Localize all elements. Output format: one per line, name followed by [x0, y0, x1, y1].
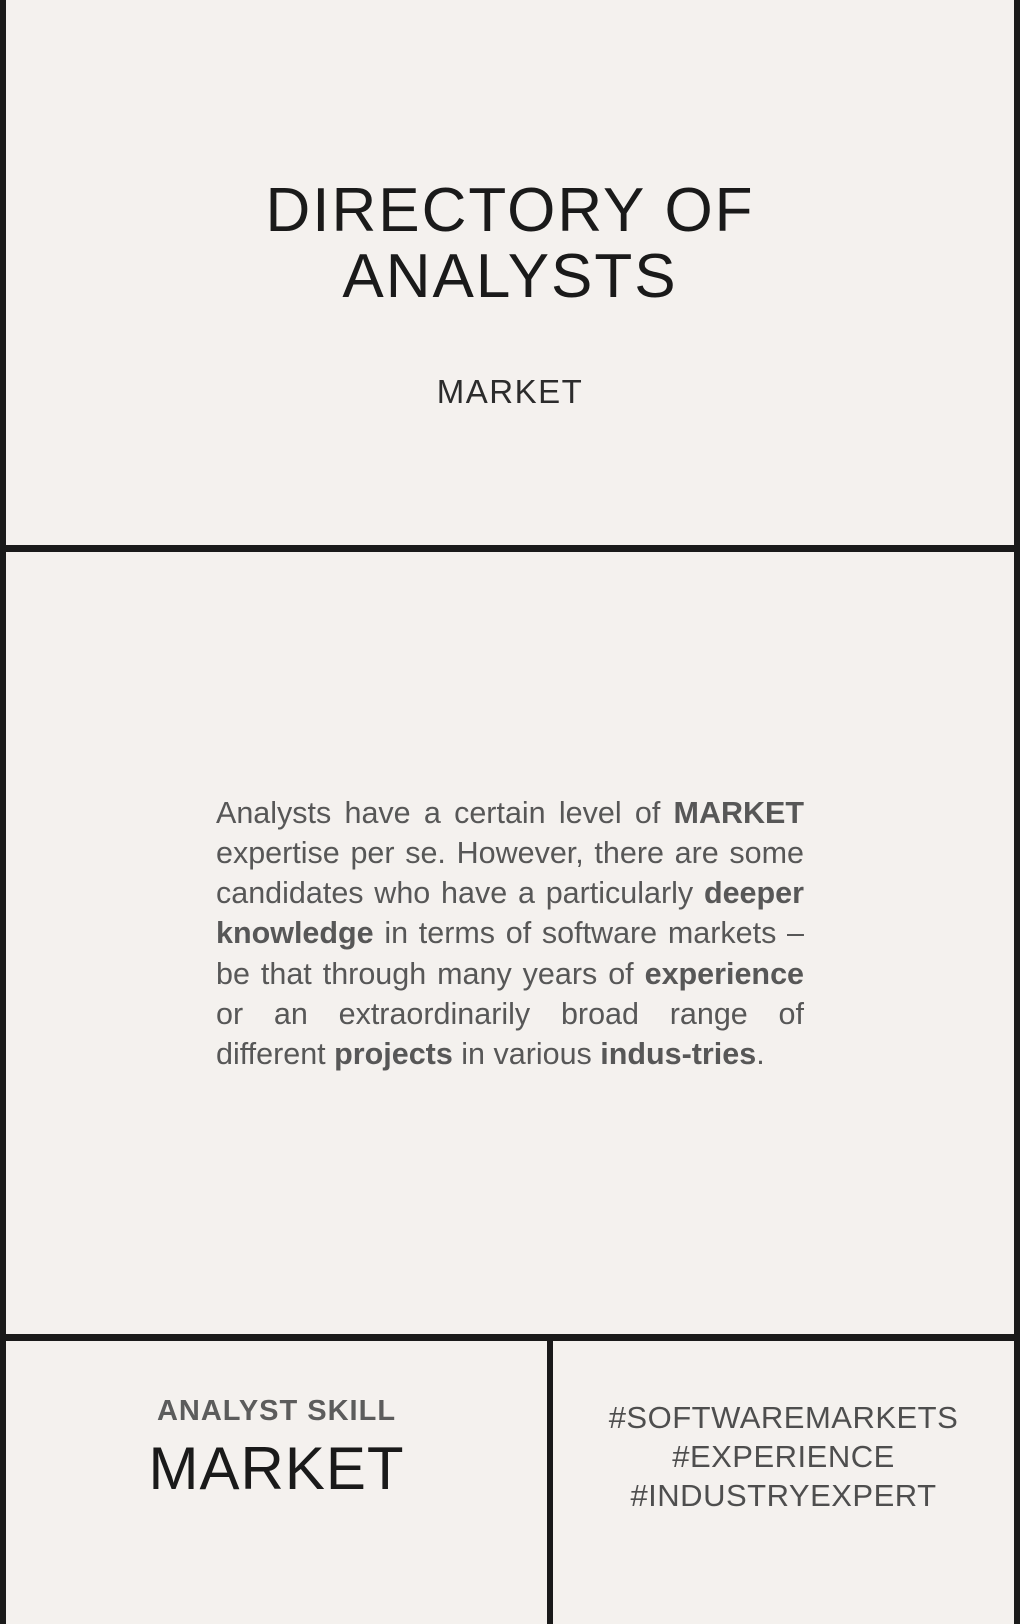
header-section [6, 0, 1014, 552]
skill-value: MARKET [148, 1435, 405, 1502]
body-text: expertise per se. However, there are some candidates who have a particularly [216, 835, 804, 910]
skill-label: ANALYST SKILL [156, 1395, 397, 1427]
body-paragraph [216, 793, 804, 1075]
footer-skill-block [6, 1341, 553, 1624]
hashtag-3: #INDUSTRYEXPERT [630, 1477, 937, 1513]
hashtag-1: #SOFTWAREMARKETS [608, 1400, 959, 1435]
body-text: in various [452, 1037, 601, 1071]
body-text: in terms of software markets – be that through many years of [216, 916, 804, 991]
footer-section [6, 1341, 1014, 1624]
body-text: or an extraordinarily broad range of different [216, 996, 804, 1071]
emphasis-text: MARKET [673, 795, 804, 830]
emphasis-text: projects [334, 1037, 453, 1071]
page-title: DIRECTORY OF ANALYSTS [265, 176, 755, 312]
emphasis-text: indus-tries [600, 1037, 757, 1071]
page-subtitle: MARKET [436, 372, 584, 410]
hashtag-2: #EXPERIENCE [672, 1438, 895, 1474]
body-section [6, 552, 1014, 1341]
body-text: . [756, 1037, 765, 1071]
emphasis-text: deeper knowledge [216, 876, 804, 951]
emphasis-text: experience [644, 956, 804, 991]
footer-tags-block [553, 1341, 1014, 1624]
body-text: Analysts have a certain level of [216, 795, 674, 830]
